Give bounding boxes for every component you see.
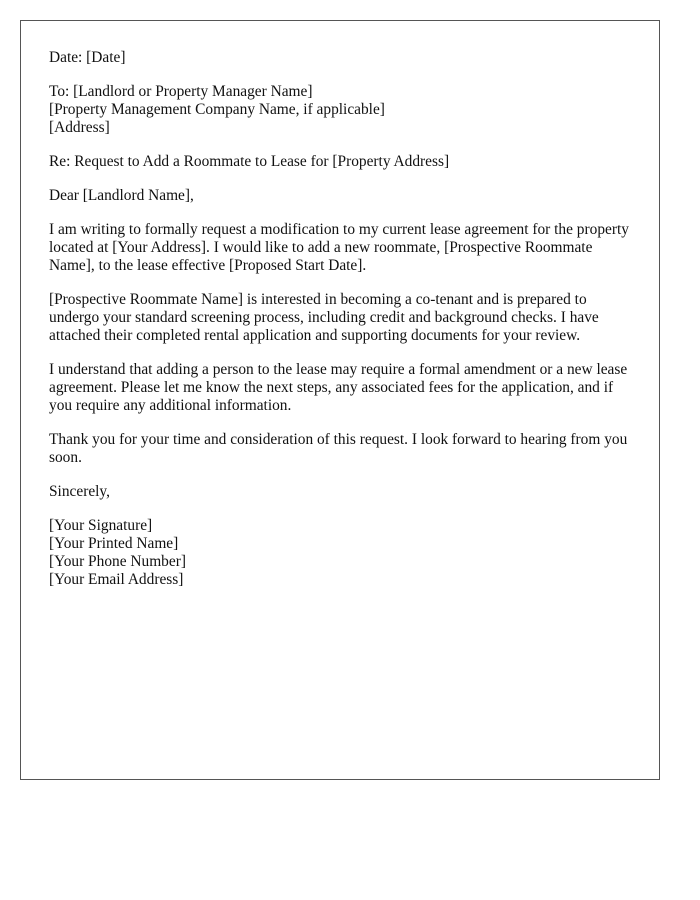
printed-name-line: [Your Printed Name] [49, 535, 179, 552]
recipient-address-line: [Address] [49, 119, 110, 136]
subject-line: Re: Request to Add a Roommate to Lease for [Property Address] [49, 153, 450, 170]
salutation: Dear [Landlord Name], [49, 187, 194, 204]
letter-page [20, 20, 660, 780]
body-paragraph-3: I understand that adding a person to the lease may require a formal amendment or a new lease agreement. Please let me know the next steps, any associated fees for the application, and if you require any additional information. [49, 361, 628, 414]
signature-block [49, 517, 639, 589]
date-line: Date: [Date] [49, 49, 126, 66]
body-paragraph-2: [Prospective Roommate Name] is interested in becoming a co-tenant and is prepared to undergo your standard screening process, including credit and background checks. I have attached their completed rental application and supporting documents for your review. [49, 291, 599, 344]
recipient-company-line: [Property Management Company Name, if applicable] [49, 101, 385, 118]
letter-body [49, 49, 639, 589]
recipient-to-line: To: [Landlord or Property Manager Name] [49, 83, 313, 100]
body-paragraph-4: Thank you for your time and consideration of this request. I look forward to hearing from you soon. [49, 431, 628, 466]
body-paragraph-1: I am writing to formally request a modification to my current lease agreement for the property located at [Your Address]. I would like to add a new roommate, [Prospective Roommate Name], to the lease effective [Proposed Start Date]. [49, 221, 629, 274]
recipient-block [49, 83, 639, 137]
signature-line: [Your Signature] [49, 517, 153, 534]
email-line: [Your Email Address] [49, 571, 184, 588]
closing: Sincerely, [49, 483, 110, 500]
phone-line: [Your Phone Number] [49, 553, 186, 570]
